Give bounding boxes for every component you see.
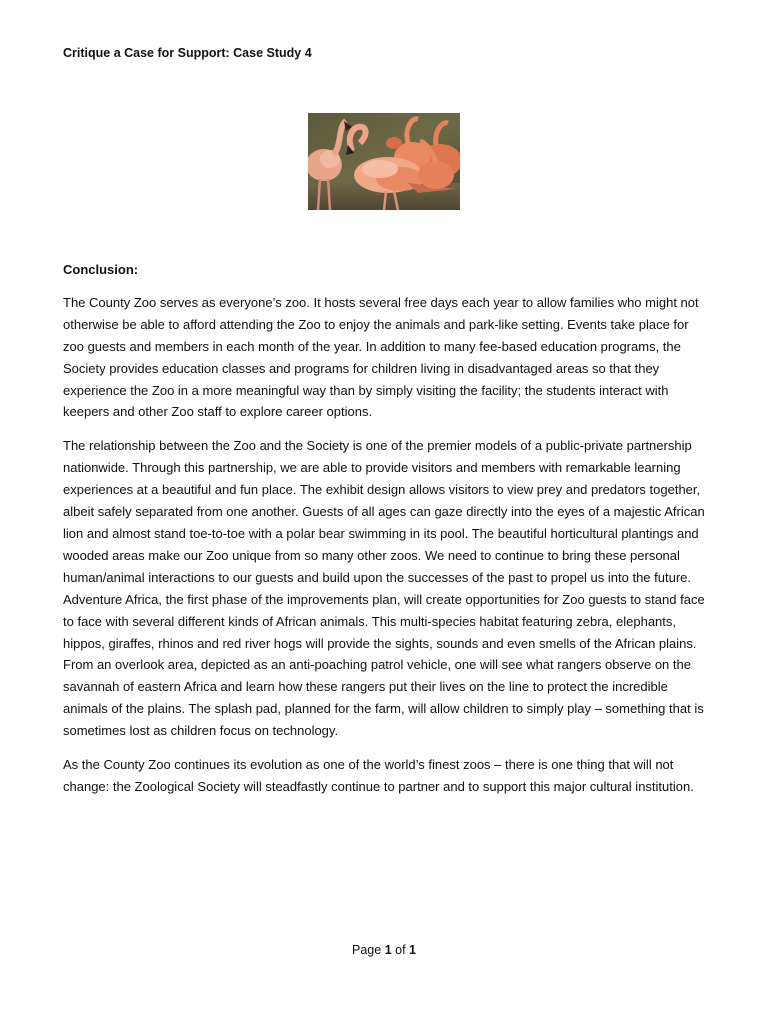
document-body [63,259,711,810]
flamingo-photo [308,113,460,210]
paragraph: As the County Zoo continues its evolution as one of the world’s finest zoos – there is one thing that will not change: the Zoological Society will steadfastly continue to partner and to support this major cultural institution. [63,757,694,794]
paragraph: The County Zoo serves as everyone’s zoo. It hosts several free days each year to allow families who might not otherwise be able to afford attending the Zoo to enjoy the animals and park-like setting. Events take place for zoo guests and members in each month of the year. In addition to many fee-based education programs, the Society provides education classes and programs for children living in disadvantaged areas so that they experience the Zoo in a more meaningful way than by simply visiting the facility; the students interact with keepers and other Zoo staff to explore career options. [63,294,699,420]
page-footer [0,943,768,957]
section-heading: Conclusion: [63,262,139,277]
page-label: Page [352,943,382,957]
of-label: of [395,943,406,957]
total-pages-number: 1 [409,943,416,957]
document-header: Critique a Case for Support: Case Study 4 [63,46,312,60]
paragraph: The relationship between the Zoo and the Society is one of the premier models of a public-private partnership nationwide. Through this partnership, we are able to provide visitors and members with remarkable learning experiences at a beautiful and fun place. The exhibit design allows visitors to view prey and predators together, albeit safely separated from one another. Guests of all ages can gaze directly into the eyes of a majestic African lion and almost stand toe-to-toe with a polar bear swimming in its pool. The beautiful horticultural plantings and wooded areas make our Zoo unique from so many other zoos. We need to continue to bring these personal human/animal interactions to our guests and build upon the successes of the past to propel us into the future. Adventure Africa, the first phase of the improvements plan, will create opportunities for Zoo guests to stand face to face with several different kinds of African animals. This multi-species habitat featuring zebra, elephants, hippos, giraffes, rhinos and red river hogs will provide the sights, sounds and even smells of the African plains. From an overlook area, depicted as an anti-poaching patrol vehicle, one will see what rangers observe on the savannah of eastern Africa and learn how these rangers put their lives on the line to protect the incredible animals of the plains. The splash pad, planned for the farm, will allow children to simply play – something that is sometimes lost as children focus on technology. [63,438,705,739]
current-page-number: 1 [384,943,392,957]
